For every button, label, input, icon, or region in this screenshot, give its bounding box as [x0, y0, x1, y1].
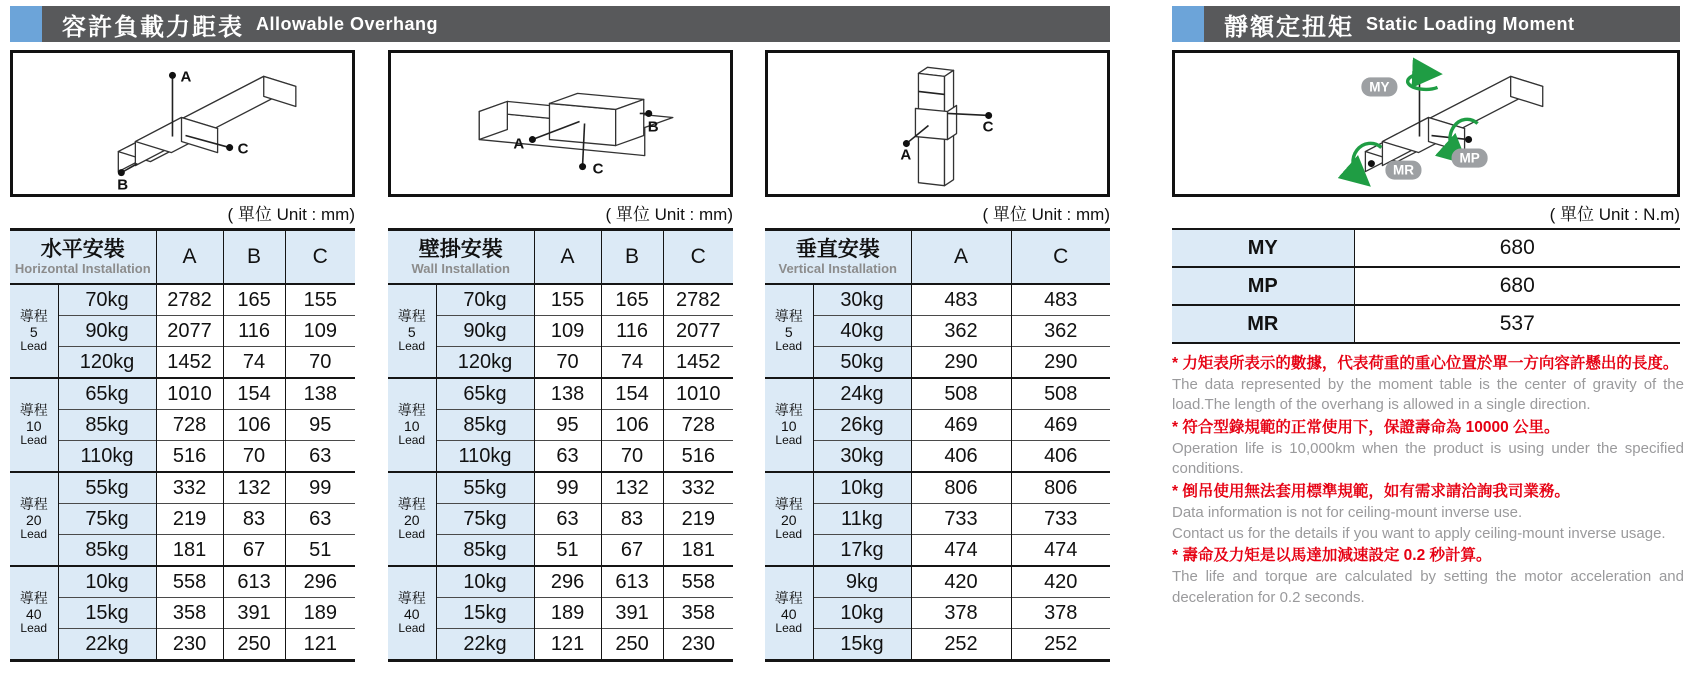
value-cell: 51: [285, 535, 355, 567]
note-text-en: The life and torque are calculated by setting the motor acceleration and deceleration for 0.2 seconds.: [1172, 567, 1684, 606]
table-row: [388, 284, 733, 316]
overhang-table: [765, 228, 1110, 662]
value-cell: 806: [911, 472, 1011, 504]
moment-value-cell: 537: [1354, 305, 1680, 343]
lead-cell: [765, 472, 813, 566]
overhang-section-header: [10, 6, 1110, 42]
value-cell: 99: [534, 472, 601, 504]
horizontal-installation-table: [10, 228, 355, 662]
lead-label-zh: 導程: [19, 308, 48, 325]
mp-badge-label: MP: [1459, 150, 1480, 166]
load-cell: 75kg: [58, 504, 156, 535]
load-cell: 11kg: [813, 504, 911, 535]
overhang-table: [388, 228, 733, 662]
value-cell: 296: [534, 566, 601, 598]
lead-cell: [388, 566, 436, 661]
load-cell: 120kg: [58, 347, 156, 379]
wall-rail-drawing: [391, 53, 730, 194]
value-cell: 121: [285, 629, 355, 661]
point-b-label: B: [117, 176, 129, 194]
load-cell: 50kg: [813, 347, 911, 379]
moment-label-cell: MR: [1172, 305, 1354, 343]
installation-name-en: Wall Installation: [411, 260, 510, 276]
table-row: [388, 441, 733, 473]
my-badge-label: MY: [1369, 79, 1390, 95]
value-cell: 138: [285, 378, 355, 410]
point-a-label: A: [513, 135, 525, 153]
mr-badge-label: MR: [1392, 162, 1414, 178]
table-row: [10, 284, 355, 316]
moment-value-cell: 680: [1354, 267, 1680, 305]
lead-cell: [10, 566, 58, 661]
lead-label-zh: 導程: [397, 402, 426, 419]
moment-value-cell: 680: [1354, 229, 1680, 267]
value-cell: 138: [534, 378, 601, 410]
table-row: [388, 378, 733, 410]
load-cell: 85kg: [436, 535, 534, 567]
load-cell: 120kg: [436, 347, 534, 379]
value-cell: 121: [534, 629, 601, 661]
value-cell: 1010: [663, 378, 733, 410]
value-cell: 106: [223, 410, 285, 441]
accent-square-icon: [1172, 6, 1204, 42]
lead-value: 40: [780, 605, 797, 622]
table-row: [10, 535, 355, 567]
overhang-title-en: Allowable Overhang: [256, 13, 439, 34]
value-cell: 74: [601, 347, 663, 379]
value-cell: 132: [223, 472, 285, 504]
value-cell: 116: [223, 316, 285, 347]
table-row: [388, 504, 733, 535]
installation-name-cell: [10, 230, 156, 285]
lead-label-en: Lead: [20, 432, 48, 447]
note-text-zh: * 壽命及力矩是以馬達加減速設定 0.2 秒計算。: [1172, 547, 1492, 565]
unit-label-nm: ( 單位 Unit : N.m): [1549, 205, 1680, 224]
load-cell: 65kg: [436, 378, 534, 410]
value-cell: 219: [663, 504, 733, 535]
value-cell: 483: [911, 284, 1011, 316]
lead-value: 40: [403, 605, 420, 622]
load-cell: 15kg: [436, 598, 534, 629]
value-cell: 2782: [663, 284, 733, 316]
value-cell: 474: [911, 535, 1011, 567]
vertical-installation-table: [765, 228, 1110, 662]
value-cell: 2782: [156, 284, 223, 316]
load-cell: 24kg: [813, 378, 911, 410]
column-header-a: A: [156, 230, 223, 285]
lead-value: 20: [403, 511, 420, 528]
value-cell: 154: [223, 378, 285, 410]
lead-value: 5: [29, 323, 38, 340]
lead-label-zh: 導程: [397, 496, 426, 513]
value-cell: 1452: [156, 347, 223, 379]
value-cell: 154: [601, 378, 663, 410]
installation-name-zh: 水平安裝: [40, 237, 125, 261]
lead-value: 40: [25, 605, 42, 622]
lead-value: 10: [780, 417, 797, 434]
lead-label-en: Lead: [775, 526, 803, 541]
column-header-c: C: [663, 230, 733, 285]
value-cell: 516: [663, 441, 733, 473]
overhang-table: [10, 228, 355, 662]
value-cell: 165: [223, 284, 285, 316]
value-cell: 155: [285, 284, 355, 316]
value-cell: 67: [601, 535, 663, 567]
load-cell: 10kg: [813, 598, 911, 629]
lead-label-zh: 導程: [19, 496, 48, 513]
overhang-title-zh: 容許負載力距表: [62, 13, 244, 41]
value-cell: 420: [911, 566, 1011, 598]
value-cell: 95: [534, 410, 601, 441]
value-cell: 74: [223, 347, 285, 379]
table-row: [10, 504, 355, 535]
installation-name-cell: [388, 230, 534, 285]
load-cell: 90kg: [436, 316, 534, 347]
table-row: [765, 566, 1110, 598]
lead-cell: [10, 472, 58, 566]
column-header-c: C: [285, 230, 355, 285]
value-cell: 296: [285, 566, 355, 598]
load-cell: 22kg: [436, 629, 534, 661]
value-cell: 362: [911, 316, 1011, 347]
value-cell: 378: [1011, 598, 1110, 629]
value-cell: 733: [1011, 504, 1110, 535]
wall-installation-diagram: [388, 50, 733, 197]
load-cell: 85kg: [58, 535, 156, 567]
table-row: [1172, 267, 1680, 305]
lead-label-en: Lead: [775, 338, 803, 353]
value-cell: 99: [285, 472, 355, 504]
table-row: [388, 629, 733, 661]
point-c-label: C: [237, 140, 249, 158]
table-row: [765, 598, 1110, 629]
load-cell: 10kg: [436, 566, 534, 598]
load-cell: 15kg: [813, 629, 911, 661]
table-row: [10, 316, 355, 347]
note-item: [1172, 481, 1684, 544]
horizontal-installation-diagram: [10, 50, 355, 197]
table-row: [1172, 229, 1680, 267]
lead-label-zh: 導程: [397, 590, 426, 607]
table-row: [765, 284, 1110, 316]
load-cell: 30kg: [813, 284, 911, 316]
note-text-en: The data represented by the moment table is the center of gravity of the load.The length of the overhang is allowed in a single direction.: [1172, 375, 1684, 414]
table-row: [10, 566, 355, 598]
table-row: [765, 472, 1110, 504]
value-cell: 155: [534, 284, 601, 316]
value-cell: 109: [285, 316, 355, 347]
value-cell: 358: [663, 598, 733, 629]
note-item: [1172, 353, 1684, 416]
lead-value: 5: [784, 323, 793, 340]
lead-label-en: Lead: [20, 620, 48, 635]
value-cell: 613: [601, 566, 663, 598]
lead-label-en: Lead: [775, 432, 803, 447]
vertical-installation-diagram: [765, 50, 1110, 197]
lead-cell: [388, 472, 436, 566]
value-cell: 290: [1011, 347, 1110, 379]
unit-label-mm: ( 單位 Unit : mm): [605, 205, 733, 224]
installation-name-zh: 垂直安裝: [795, 237, 880, 261]
load-cell: 55kg: [436, 472, 534, 504]
lead-cell: [10, 284, 58, 378]
table-header-row: [765, 230, 1110, 285]
lead-label-zh: 導程: [774, 496, 803, 513]
lead-cell: [388, 378, 436, 472]
lead-label-en: Lead: [775, 620, 803, 635]
value-cell: 728: [663, 410, 733, 441]
value-cell: 332: [663, 472, 733, 504]
lead-label-zh: 導程: [774, 402, 803, 419]
value-cell: 63: [534, 504, 601, 535]
lead-cell: [388, 284, 436, 378]
value-cell: 362: [1011, 316, 1110, 347]
lead-label-en: Lead: [398, 338, 426, 353]
point-a-label: A: [900, 146, 912, 164]
value-cell: 70: [223, 441, 285, 473]
value-cell: 181: [156, 535, 223, 567]
table-row: [388, 316, 733, 347]
table-row: [765, 378, 1110, 410]
note-text-zh: * 力矩表所表示的數據，代表荷重的重心位置於單一方向容許懸出的長度。: [1172, 355, 1679, 372]
value-cell: 391: [223, 598, 285, 629]
load-cell: 110kg: [436, 441, 534, 473]
table-row: [765, 316, 1110, 347]
table-row: [765, 410, 1110, 441]
table-row: [10, 347, 355, 379]
value-cell: 67: [223, 535, 285, 567]
value-cell: 252: [1011, 629, 1110, 661]
point-a-label: A: [180, 68, 192, 86]
note-text-en: Data information is not for ceiling-mount inverse use.: [1172, 503, 1523, 521]
lead-cell: [10, 378, 58, 472]
value-cell: 2077: [156, 316, 223, 347]
horizontal-rail-drawing: [13, 53, 352, 194]
moment-rail-drawing: [1175, 53, 1677, 194]
load-cell: 75kg: [436, 504, 534, 535]
load-cell: 9kg: [813, 566, 911, 598]
my-rotation-arrow-icon: [1408, 73, 1438, 89]
value-cell: 1452: [663, 347, 733, 379]
value-cell: 95: [285, 410, 355, 441]
column-header-a: A: [911, 230, 1011, 285]
value-cell: 2077: [663, 316, 733, 347]
value-cell: 51: [534, 535, 601, 567]
point-c-label: C: [982, 118, 994, 136]
moment-label-cell: MP: [1172, 267, 1354, 305]
value-cell: 189: [534, 598, 601, 629]
table-row: [10, 441, 355, 473]
lead-cell: [765, 284, 813, 378]
load-cell: 55kg: [58, 472, 156, 504]
column-header-b: B: [223, 230, 285, 285]
lead-value: 10: [403, 417, 420, 434]
table-row: [10, 598, 355, 629]
value-cell: 252: [911, 629, 1011, 661]
table-row: [765, 347, 1110, 379]
lead-label-en: Lead: [20, 338, 48, 353]
value-cell: 83: [223, 504, 285, 535]
note-item: [1172, 417, 1684, 480]
load-cell: 10kg: [58, 566, 156, 598]
column-header-a: A: [534, 230, 601, 285]
value-cell: 806: [1011, 472, 1110, 504]
lead-label-zh: 導程: [774, 308, 803, 325]
value-cell: 733: [911, 504, 1011, 535]
value-cell: 558: [156, 566, 223, 598]
value-cell: 63: [285, 504, 355, 535]
lead-value: 10: [25, 417, 42, 434]
column-header-c: C: [1011, 230, 1110, 285]
load-cell: 85kg: [58, 410, 156, 441]
table-row: [388, 410, 733, 441]
value-cell: 469: [1011, 410, 1110, 441]
note-item: [1172, 545, 1684, 608]
lead-label-en: Lead: [398, 432, 426, 447]
installation-name-cell: [765, 230, 911, 285]
note-text-zh: * 倒吊使用無法套用標準規範，如有需求請洽詢我司業務。: [1172, 483, 1570, 501]
value-cell: 469: [911, 410, 1011, 441]
value-cell: 474: [1011, 535, 1110, 567]
accent-square-icon: [10, 6, 42, 42]
point-b-label: B: [647, 118, 659, 136]
value-cell: 106: [601, 410, 663, 441]
value-cell: 358: [156, 598, 223, 629]
value-cell: 250: [223, 629, 285, 661]
table-row: [10, 629, 355, 661]
load-cell: 30kg: [813, 441, 911, 473]
load-cell: 17kg: [813, 535, 911, 567]
value-cell: 290: [911, 347, 1011, 379]
value-cell: 219: [156, 504, 223, 535]
value-cell: 63: [285, 441, 355, 473]
lead-label-zh: 導程: [397, 308, 426, 325]
load-cell: 22kg: [58, 629, 156, 661]
load-cell: 110kg: [58, 441, 156, 473]
moment-label-cell: MY: [1172, 229, 1354, 267]
moment-section-header: [1172, 6, 1680, 42]
lead-label-zh: 導程: [19, 402, 48, 419]
value-cell: 558: [663, 566, 733, 598]
lead-label-zh: 導程: [19, 590, 48, 607]
value-cell: 1010: [156, 378, 223, 410]
column-header-b: B: [601, 230, 663, 285]
installation-name-en: Vertical Installation: [778, 260, 897, 276]
value-cell: 165: [601, 284, 663, 316]
table-row: [765, 441, 1110, 473]
moment-title-en: Static Loading Moment: [1366, 13, 1575, 34]
note-text-en: Operation life is 10,000km when the product is using under the specified conditions.: [1172, 439, 1684, 478]
lead-cell: [765, 378, 813, 472]
table-row: [10, 410, 355, 441]
value-cell: 189: [285, 598, 355, 629]
value-cell: 613: [223, 566, 285, 598]
table-row: [388, 347, 733, 379]
value-cell: 70: [285, 347, 355, 379]
load-cell: 70kg: [58, 284, 156, 316]
notes-block: [1172, 352, 1684, 608]
value-cell: 728: [156, 410, 223, 441]
point-c-label: C: [592, 160, 604, 178]
moment-title-zh: 靜額定扭矩: [1224, 13, 1354, 41]
value-cell: 508: [911, 378, 1011, 410]
value-cell: 391: [601, 598, 663, 629]
static-moment-diagram: [1172, 50, 1680, 197]
value-cell: 406: [1011, 441, 1110, 473]
value-cell: 70: [534, 347, 601, 379]
lead-value: 20: [25, 511, 42, 528]
value-cell: 63: [534, 441, 601, 473]
load-cell: 26kg: [813, 410, 911, 441]
table-row: [388, 472, 733, 504]
load-cell: 90kg: [58, 316, 156, 347]
table-header-row: [388, 230, 733, 285]
value-cell: 230: [663, 629, 733, 661]
value-cell: 109: [534, 316, 601, 347]
lead-label-en: Lead: [20, 526, 48, 541]
load-cell: 85kg: [436, 410, 534, 441]
note-text-zh: * 符合型錄規範的正常使用下，保證壽命為 10000 公里。: [1172, 419, 1560, 437]
table-row: [388, 535, 733, 567]
static-moment-table: [1172, 228, 1680, 344]
table-row: [10, 378, 355, 410]
value-cell: 181: [663, 535, 733, 567]
table-row: [388, 598, 733, 629]
lead-value: 5: [407, 323, 416, 340]
lead-label-en: Lead: [398, 526, 426, 541]
load-cell: 40kg: [813, 316, 911, 347]
value-cell: 132: [601, 472, 663, 504]
value-cell: 516: [156, 441, 223, 473]
table-row: [765, 535, 1110, 567]
load-cell: 70kg: [436, 284, 534, 316]
value-cell: 116: [601, 316, 663, 347]
installation-name-en: Horizontal Installation: [14, 260, 151, 276]
wall-installation-table: [388, 228, 733, 662]
lead-label-zh: 導程: [774, 590, 803, 607]
value-cell: 378: [911, 598, 1011, 629]
value-cell: 332: [156, 472, 223, 504]
load-cell: 15kg: [58, 598, 156, 629]
value-cell: 420: [1011, 566, 1110, 598]
table-row: [765, 629, 1110, 661]
unit-label-mm: ( 單位 Unit : mm): [227, 205, 355, 224]
value-cell: 508: [1011, 378, 1110, 410]
value-cell: 406: [911, 441, 1011, 473]
value-cell: 70: [601, 441, 663, 473]
load-cell: 65kg: [58, 378, 156, 410]
table-row: [765, 504, 1110, 535]
value-cell: 483: [1011, 284, 1110, 316]
value-cell: 83: [601, 504, 663, 535]
lead-label-en: Lead: [398, 620, 426, 635]
value-cell: 250: [601, 629, 663, 661]
table-row: [10, 472, 355, 504]
table-header-row: [10, 230, 355, 285]
load-cell: 10kg: [813, 472, 911, 504]
value-cell: 230: [156, 629, 223, 661]
table-row: [1172, 305, 1680, 343]
lead-value: 20: [780, 511, 797, 528]
note-text-en: Contact us for the details if you want to apply ceiling-mount inverse usage.: [1172, 524, 1666, 542]
unit-label-mm: ( 單位 Unit : mm): [982, 205, 1110, 224]
installation-name-zh: 壁掛安裝: [418, 237, 503, 261]
lead-cell: [765, 566, 813, 661]
table-row: [388, 566, 733, 598]
vertical-rail-drawing: [768, 53, 1107, 194]
